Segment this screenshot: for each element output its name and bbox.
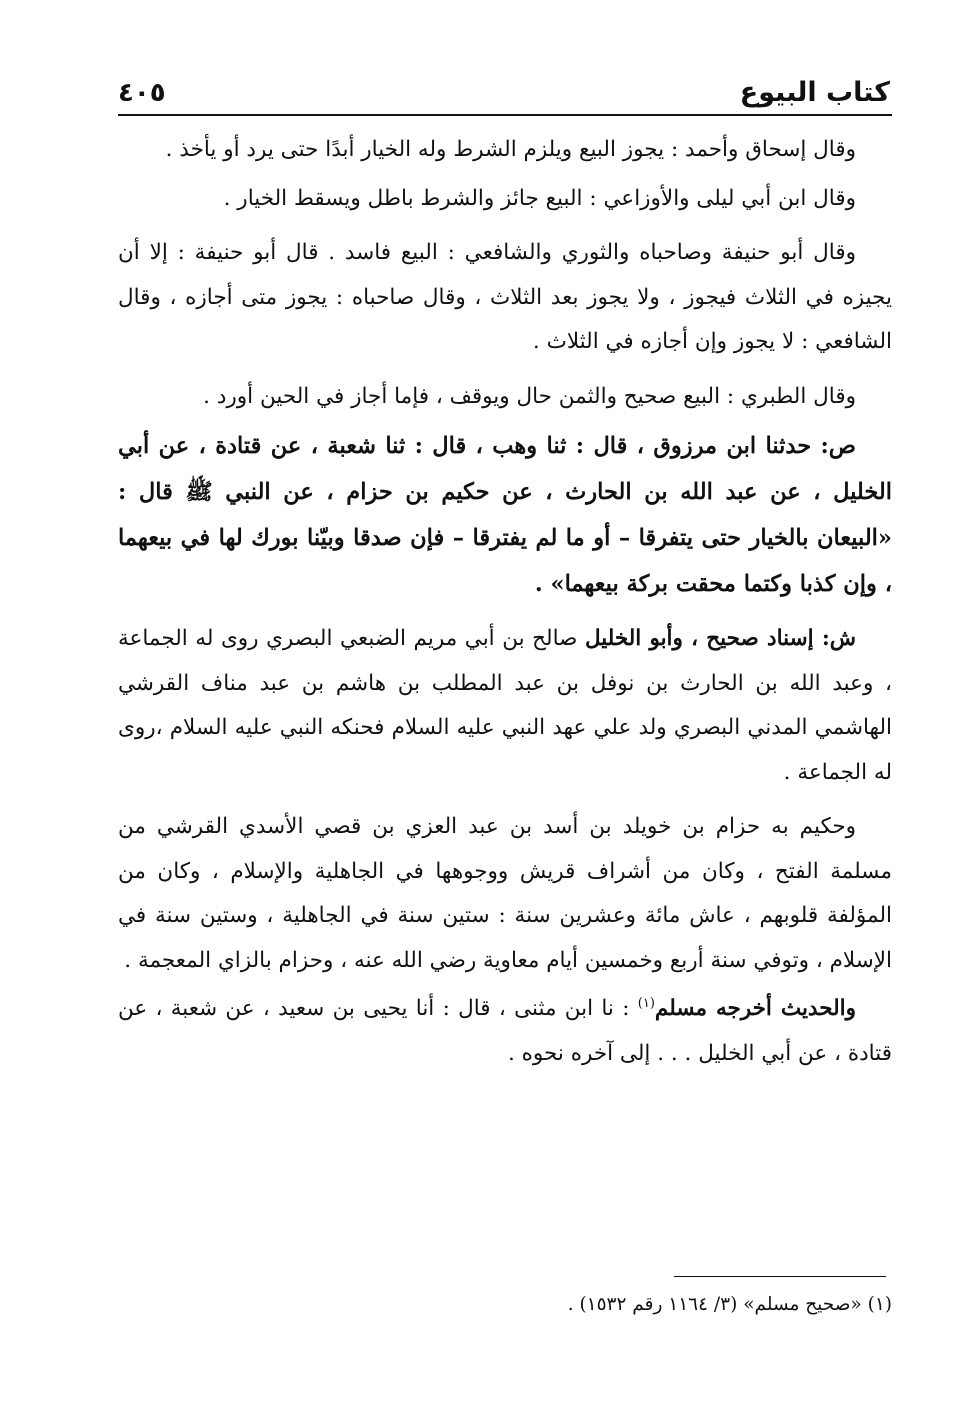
source-paragraph xyxy=(118,987,892,1076)
paragraph: وقال أبو حنيفة وصاحباه والثوري والشافعي : البيع فاسد . قال أبو حنيفة : إلا أن يجيزه في الثلاث فيجوز ، ولا يجوز بعد الثلاث ، وقال صاحباه : يجوز متى أجازه ، وقال الشافعي : لا يجوز وإن أجازه في الثلاث . xyxy=(118,240,892,354)
running-title: كتاب البيوع xyxy=(739,77,890,108)
footnote-rule xyxy=(674,1276,886,1277)
commentary-body: صالح بن أبي مريم الضبعي البصري روى له الجماعة ، وعبد الله بن الحارث بن نوفل بن عبد المطلب بن هاشم بن عبد مناف القرشي الهاشمي المدني البصري ولد علي عهد النبي عليه السلام فحنكه النبي عليه السلام ،روى له الجماعة . xyxy=(118,626,892,785)
commentary-paragraph xyxy=(118,617,892,795)
paragraph: وقال الطبري : البيع صحيح والثمن حال ويوقف ، فإما أجاز في الحين أورد . xyxy=(203,383,856,409)
footnote: (١) «صحيح مسلم» (٣/ ١١٦٤ رقم ١٥٣٢) . xyxy=(567,1294,892,1315)
source-body: : نا ابن مثنى ، قال : أنا يحيى بن سعيد ، عن شعبة ، عن قتادة ، عن أبي الخليل . . . إلى آخره نحوه . xyxy=(118,996,892,1066)
footnote-reference: (١) xyxy=(637,995,655,1011)
paragraph: وقال ابن أبي ليلى والأوزاعي : البيع جائز والشرط باطل ويسقط الخيار . xyxy=(223,185,856,211)
paragraph: وحكيم به حزام بن خويلد بن أسد بن عبد العزي بن قصي الأسدي القرشي من مسلمة الفتح ، وكان من أشراف قريش ووجوهها في الجاهلية والإسلام ، وكان من المؤلفة قلوبهم ، عاش مائة وعشرين سنة : ستين سنة في الجاهلية ، وستين سنة في الإسلام ، وتوفي سنة أربع وخمسين أيام معاوية رضي الله عنه ، وحزام بالزاي المعجمة . xyxy=(118,814,892,973)
commentary-lead: ش: إسناد صحيح ، وأبو الخليل xyxy=(584,626,856,651)
main-text xyxy=(118,128,892,1086)
page-number: ٤٠٥ xyxy=(118,78,166,108)
paragraph: وقال إسحاق وأحمد : يجوز البيع ويلزم الشرط وله الخيار أبدًا حتى يرد أو يأخذ . xyxy=(165,137,856,162)
source-lead: والحديث أخرجه مسلم xyxy=(654,996,857,1021)
page-header xyxy=(118,58,890,108)
hadith-text: ص: حدثنا ابن مرزوق ، قال : ثنا وهب ، قال : ثنا شعبة ، عن قتادة ، عن أبي الخليل ، عن عبد الله بن الحارث ، عن حكيم بن حزام ، عن النبي ﷺ قال : «البيعان بالخيار حتى يتفرقا – أو ما لم يفترقا – فإن صدقا وبيّنا بورك لها في بيعهما ، وإن كذبا وكتما محقت بركة بيعهما» . xyxy=(118,433,892,597)
header-rule xyxy=(118,114,892,116)
